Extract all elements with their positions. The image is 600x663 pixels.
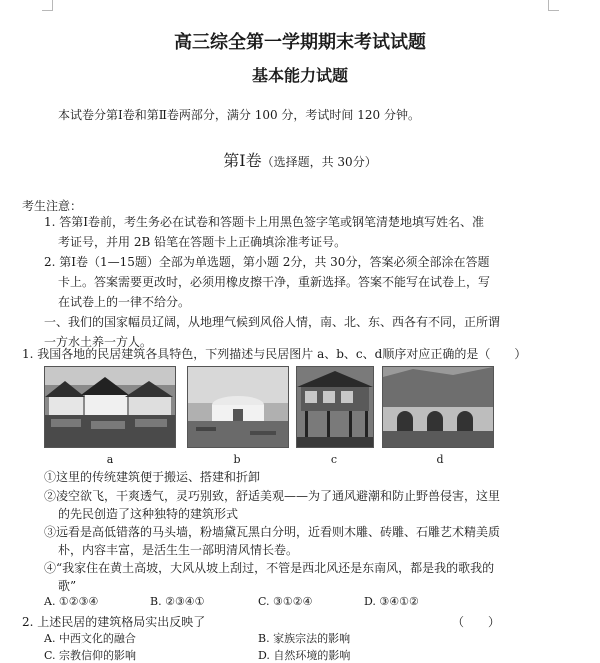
question-2-answer-blank: （ ）	[452, 615, 501, 629]
statement-line: 歌”	[58, 579, 77, 593]
page-corner-mark-left	[42, 0, 53, 11]
page-corner-mark-right	[548, 0, 559, 11]
exam-intro: 本试卷分第Ⅰ卷和第Ⅱ卷两部分，满分 100 分，考试时间 120 分钟。	[58, 108, 420, 122]
question-2-stem: 2. 上述民居的建筑格局实出反映了	[22, 615, 206, 629]
notice-line: 一、我们的国家幅员辽阔，从地理气候到风俗人情，南、北、东、西各有不同，正所谓	[44, 315, 501, 329]
notice-line: 在试卷上的一律不给分。	[58, 295, 191, 309]
statement-line: ①这里的传统建筑便于搬运、搭建和折卸	[44, 470, 261, 484]
statement-line: 朴，内容丰富，是活生生一部明清风情长卷。	[58, 543, 299, 557]
exam-title: 高三综全第一学期期末考试试题	[174, 32, 426, 53]
notice-line: 1. 答第Ⅰ卷前，考生务必在试卷和答题卡上用黑色签字笔或钢笔清楚地填写姓名、准	[44, 215, 485, 229]
notice-line: 卡上。答案需要更改时，必须用橡皮擦干净，重新选择。答案不能写在试卷上，写	[58, 275, 491, 289]
photo-caption-d: d	[436, 453, 444, 466]
volume-main: 第Ⅰ卷	[223, 151, 262, 170]
statement-line: 的先民创造了这种独特的建筑形式	[58, 507, 239, 521]
question-1-option-a: A. ①②③④	[44, 595, 99, 608]
question-2-option-a: A. 中西文化的融合	[44, 632, 136, 645]
photo-caption-c: c	[330, 453, 338, 466]
house-photo-d	[382, 366, 494, 448]
question-2-option-d: D. 自然环境的影响	[258, 649, 351, 662]
notice-line: 一方水土养一方人。	[44, 335, 153, 349]
volume-sub: （选择题，共 30分）	[261, 155, 377, 169]
question-1-option-d: D. ③④①②	[364, 595, 419, 608]
question-1-option-b: B. ②③④①	[150, 595, 205, 608]
house-photo-c	[296, 366, 374, 448]
photo-caption-a: a	[106, 453, 114, 466]
statement-line: ②凌空欲飞，干爽透气，灵巧别致，舒适美观——为了通风避潮和防止野兽侵害，这里	[44, 489, 501, 503]
photo-caption-b: b	[233, 453, 241, 466]
question-2-option-c: C. 宗教信仰的影响	[44, 649, 137, 662]
notice-heading: 考生注意：	[22, 199, 83, 213]
notice-line: 2. 第Ⅰ卷（1—15题）全部为单选题，第小题 2分，共 30分，答案必须全部涂在答题	[44, 255, 490, 269]
house-photo-b	[187, 366, 289, 448]
exam-subtitle: 基本能力试题	[251, 66, 348, 85]
question-1-stem: 1. 我国各地的民居建筑各具特色，下列描述与民居图片 a、b、c、d顺序对应正确的是（ ）	[22, 347, 527, 361]
question-1-option-c: C. ③①②④	[258, 595, 313, 608]
house-photo-a	[44, 366, 176, 448]
notice-line: 考证号，并用 2B 铅笔在答题卡上正确填涂准考证号。	[58, 235, 347, 249]
question-2-option-b: B. 家族宗法的影响	[258, 632, 351, 645]
statement-line: ③远看是高低错落的马头墙，粉墙黛瓦黑白分明，近看则木雕、砖雕、石雕艺术精美质	[44, 525, 501, 539]
statement-line: ④“我家住在黄土高坡，大风从坡上刮过，不管是西北风还是东南风，都是我的歌我的	[44, 561, 495, 575]
volume-heading	[0, 148, 600, 171]
